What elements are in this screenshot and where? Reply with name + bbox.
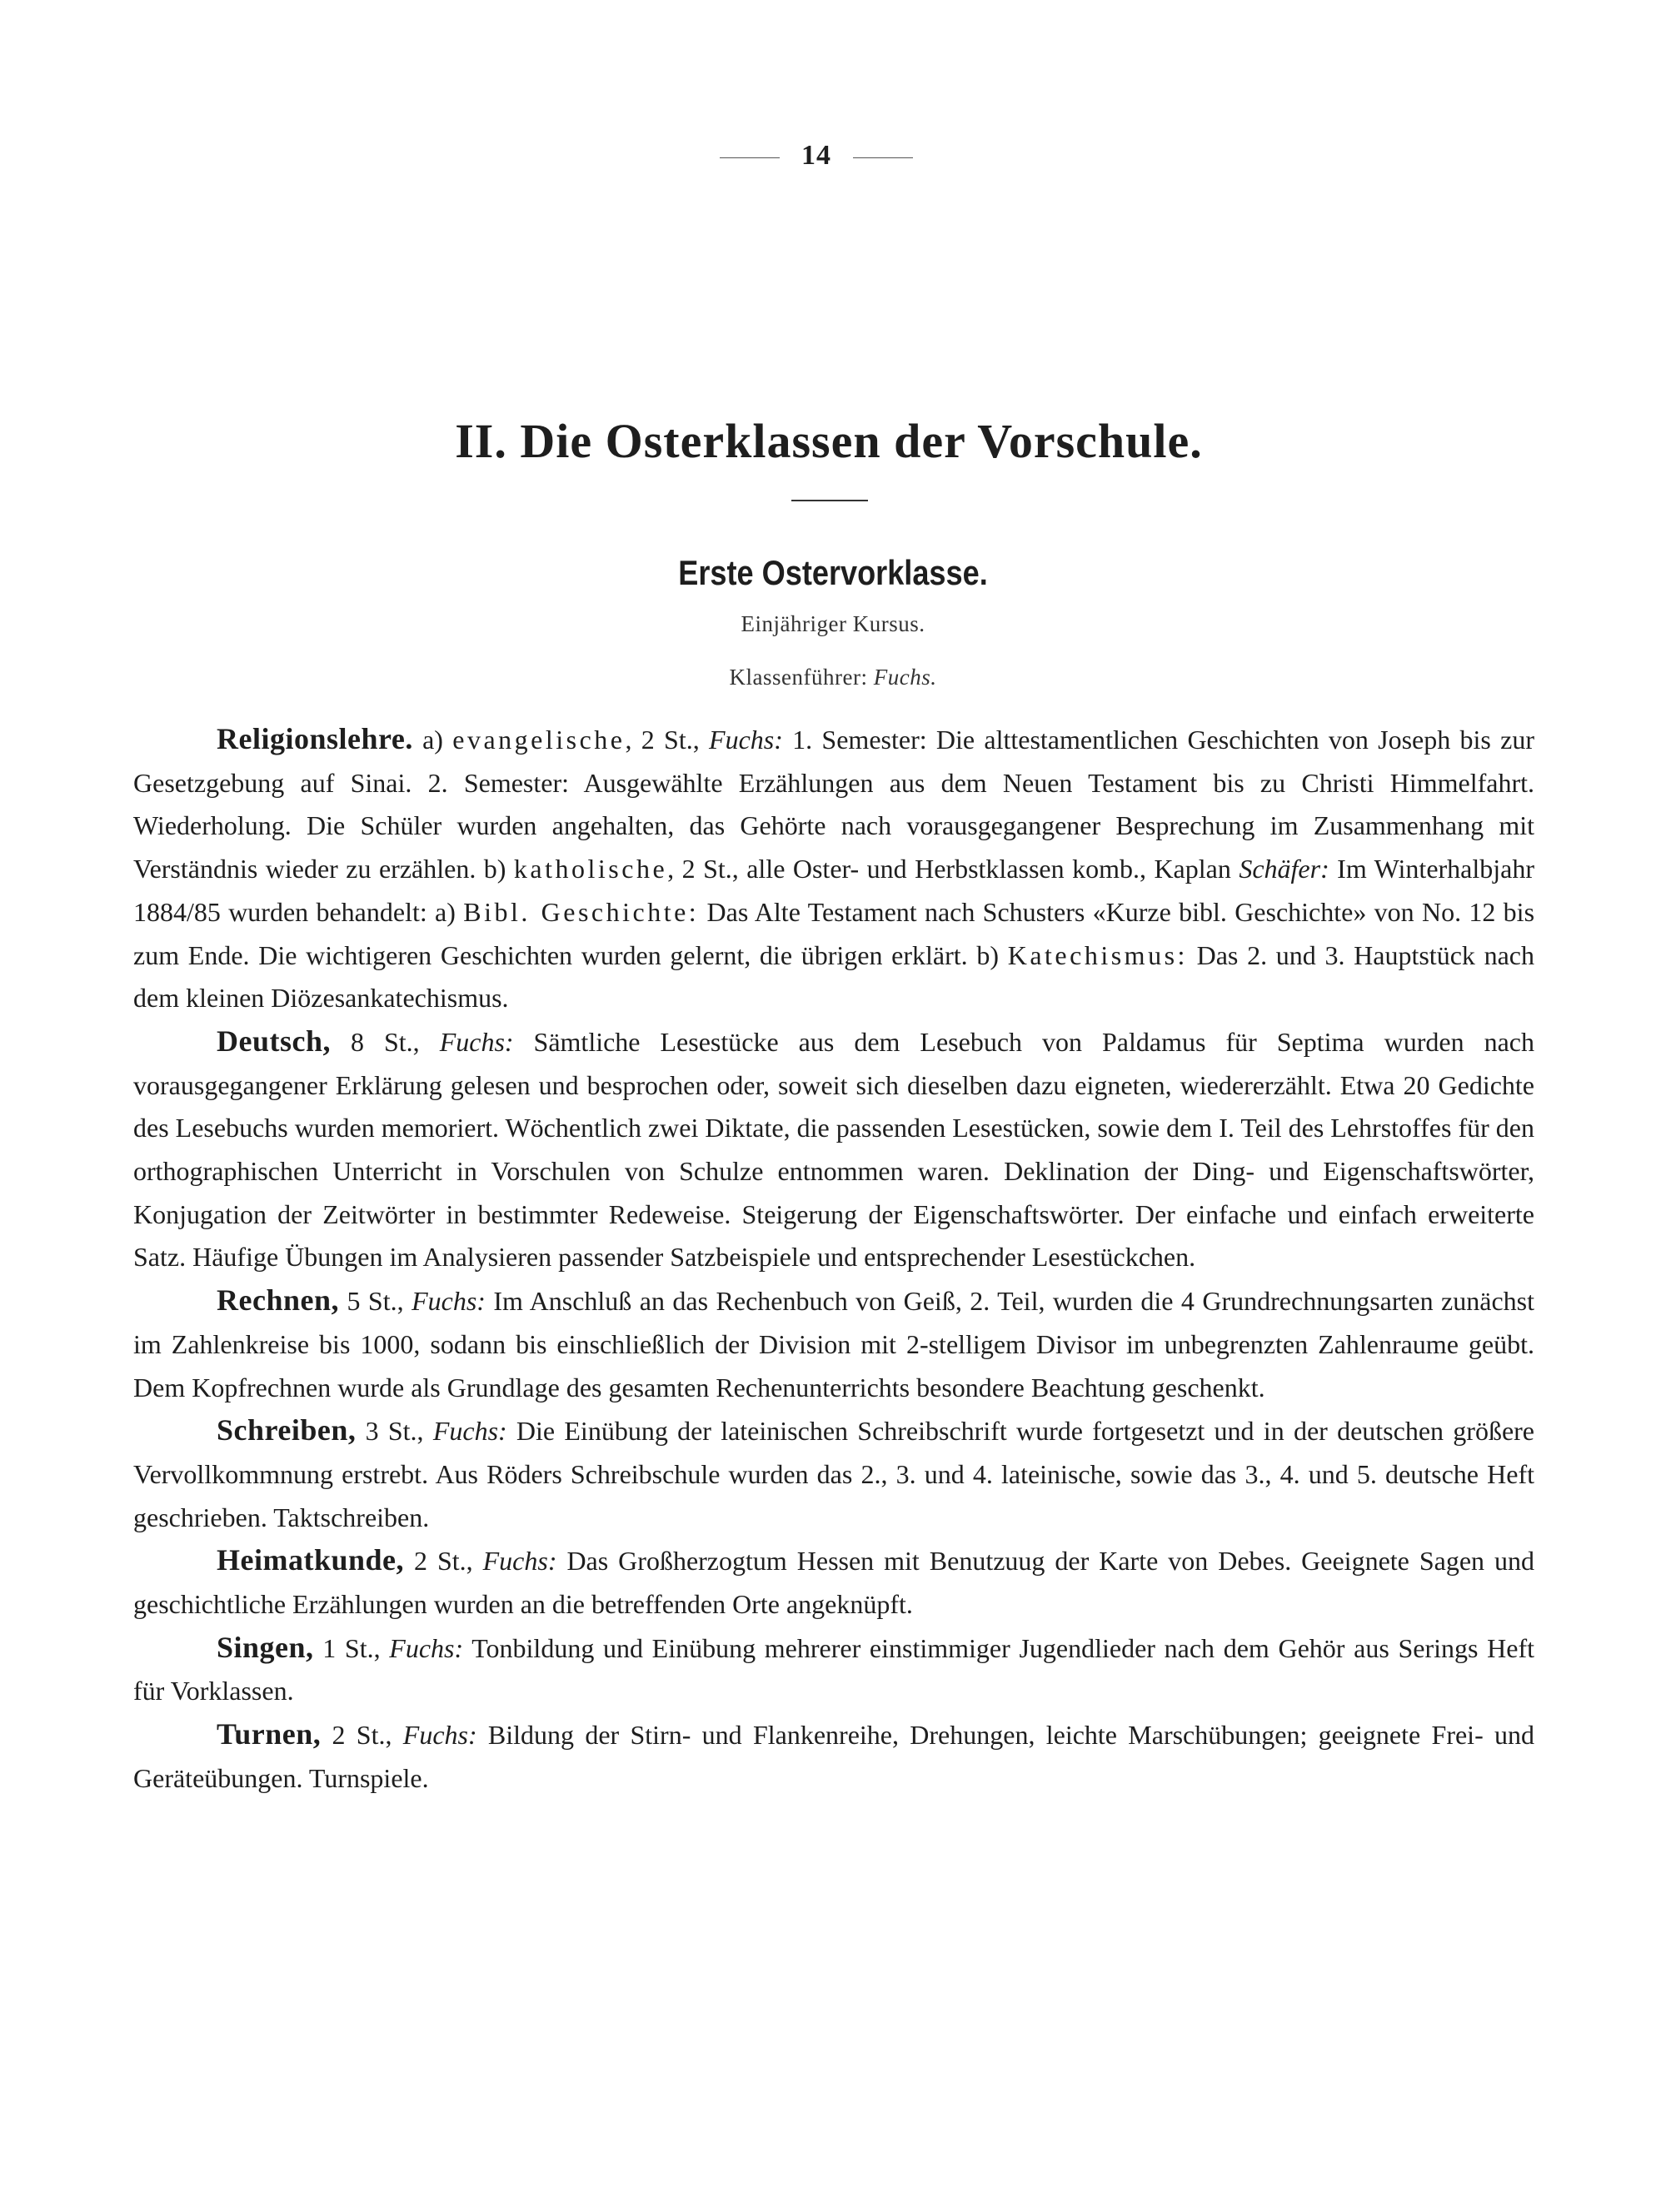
document-body	[133, 718, 1534, 1801]
section-text: Im Winterhalbjahr 1884/85 wurden behandelt: a)	[133, 854, 1535, 927]
teacher-name: Schäfer:	[1239, 854, 1329, 884]
subject-heading: Religionslehre.	[217, 722, 413, 755]
course-duration: Einjähriger Kursus.	[741, 611, 925, 636]
subject-heading: Turnen,	[217, 1717, 322, 1751]
section-hours: 2 St.,	[321, 1720, 403, 1751]
subject-heading: Rechnen,	[217, 1283, 339, 1318]
teacher-name: Fuchs:	[439, 1026, 514, 1057]
section-hours: , 2 St.,	[625, 725, 710, 755]
section-hours: 8 St.,	[331, 1026, 440, 1057]
class-leader	[0, 665, 1666, 690]
page-number-dash-left	[720, 157, 780, 158]
page-number	[0, 140, 1633, 172]
section-text: Im Anschluß an das Rechenbuch von Geiß, 2. Teil, wurden die 4 Grundrechnungsarten zunächst im Zahlenkreise bis 1000, sodann bis einschließlich der Division mit 2-stelligem Divisor im unbegrenzten Zahlenraume geübt. Dem Kopfrechnen wurde als Grundlage des gesamten Rechenunterrichts besondere Beachtung geschenkt.	[133, 1286, 1535, 1402]
section-marker: a)	[412, 725, 453, 755]
section-hours: 3 St.,	[356, 1416, 433, 1447]
page-number-value: 14	[801, 140, 831, 171]
page-number-dash-right	[853, 157, 913, 158]
chapter-heading: II. Die Osterklassen der Vorschule.	[455, 414, 1203, 468]
section-heimatkunde	[133, 1539, 1534, 1626]
teacher-name: Fuchs:	[402, 1720, 477, 1751]
subject-heading: Singen,	[217, 1630, 314, 1664]
teacher-name: Fuchs:	[389, 1632, 464, 1663]
class-leader-label: Klassenführer:	[729, 665, 868, 690]
teacher-name: Fuchs:	[482, 1546, 557, 1577]
teacher-name: Fuchs:	[709, 725, 783, 755]
subject-heading: Schreiben,	[217, 1413, 357, 1447]
section-hours: 2 St.,	[404, 1546, 483, 1577]
section-text: 1. Semester: Die alttestamentlichen Geschichten von Joseph bis zur Gesetzgebung auf Sinai. 2. Semester: Ausgewählte Erzählungen aus dem Neuen Testament bis zu Christi Himmelfahrt. Wiederholung. Die Schüler wurden angehalten, das Gehörte nach vorausgegangener Besprechung im Zusammenhang mit Verständnis wieder zu erzählen.	[133, 725, 1535, 884]
teacher-name: Fuchs:	[432, 1416, 507, 1447]
section-text: Das 2. und 3. Hauptstück nach dem kleinen Diözesankatechismus.	[133, 939, 1535, 1014]
section-rechnen	[133, 1279, 1534, 1409]
section-text: Das Großherzogtum Hessen mit Benutzuug der Karte von Debes. Geeignete Sagen und geschichtliche Erzählungen wurden an die betreffenden Orte angeknüpft.	[133, 1546, 1535, 1620]
section-hours: 1 St.,	[313, 1632, 390, 1663]
section-religion	[133, 718, 1534, 1020]
class-title: Erste Ostervorklasse.	[678, 553, 988, 592]
section-text: Das Alte Testament nach Schusters «Kurze bibl. Geschichte» von No. 12 bis zum Ende. Die wichtigeren Geschichten wurden gelernt, die übrigen erklärt. b)	[133, 896, 1535, 970]
class-leader-name: Fuchs.	[873, 665, 937, 690]
teacher-name: Fuchs:	[412, 1286, 486, 1317]
section-text: Bildung der Stirn- und Flankenreihe, Drehungen, leichte Marschübungen; geeignete Frei- und Geräteübungen. Turnspiele.	[133, 1720, 1535, 1793]
section-text: , 2 St., alle Oster- und Herbstklassen komb., Kaplan	[667, 854, 1240, 884]
section-hours: 5 St.,	[339, 1286, 412, 1317]
subsection-label: evangelische	[452, 725, 626, 755]
section-marker: b)	[483, 854, 514, 884]
section-text: Tonbildung und Einübung mehrerer einstimmiger Jugendlieder nach dem Gehör aus Serings Heft für Vorklassen.	[133, 1632, 1535, 1706]
section-deutsch	[133, 1020, 1534, 1279]
section-schreiben	[133, 1409, 1534, 1539]
topic-label: Katechismus:	[1007, 939, 1188, 970]
heading-rule	[791, 500, 868, 501]
subject-heading: Deutsch,	[217, 1024, 331, 1058]
section-text: Sämtliche Lesestücke aus dem Lesebuch von Paldamus für Septima wurden nach vorausgegangener Erklärung gelesen und besprochen oder, soweit sich dieselben dazu eigneten, wiedererzählt. Etwa 20 Gedichte des Lesebuchs wurden memoriert. Wöchentlich zwei Diktate, die passenden Lesestücken, sowie dem I. Teil des Lehrstoffes für den orthographischen Unterricht in Vorschulen von Schulze entnommen waren. Deklination der Ding- und Eigenschaftswörter, Konjugation der Zeitwörter in bestimmter Redeweise. Steigerung der Eigenschaftswörter. Der einfache und einfach erweiterte Satz. Häufige Übungen im Analysieren passender Satzbeispiele und entsprechender Lesestückchen.	[133, 1026, 1535, 1273]
subsection-label: katholische	[513, 854, 668, 884]
topic-label: Bibl. Geschichte:	[463, 896, 700, 927]
subject-heading: Heimatkunde,	[217, 1543, 405, 1577]
section-singen	[133, 1627, 1534, 1713]
section-text: Die Einübung der lateinischen Schreibschrift wurde fortgesetzt und in der deutschen größere Vervollkommnung erstrebt. Aus Röders Schreibschule wurden das 2., 3. und 4. lateinische, sowie das 3., 4. und 5. deutsche Heft geschrieben. Taktschreiben.	[133, 1416, 1534, 1532]
section-turnen	[133, 1713, 1534, 1800]
